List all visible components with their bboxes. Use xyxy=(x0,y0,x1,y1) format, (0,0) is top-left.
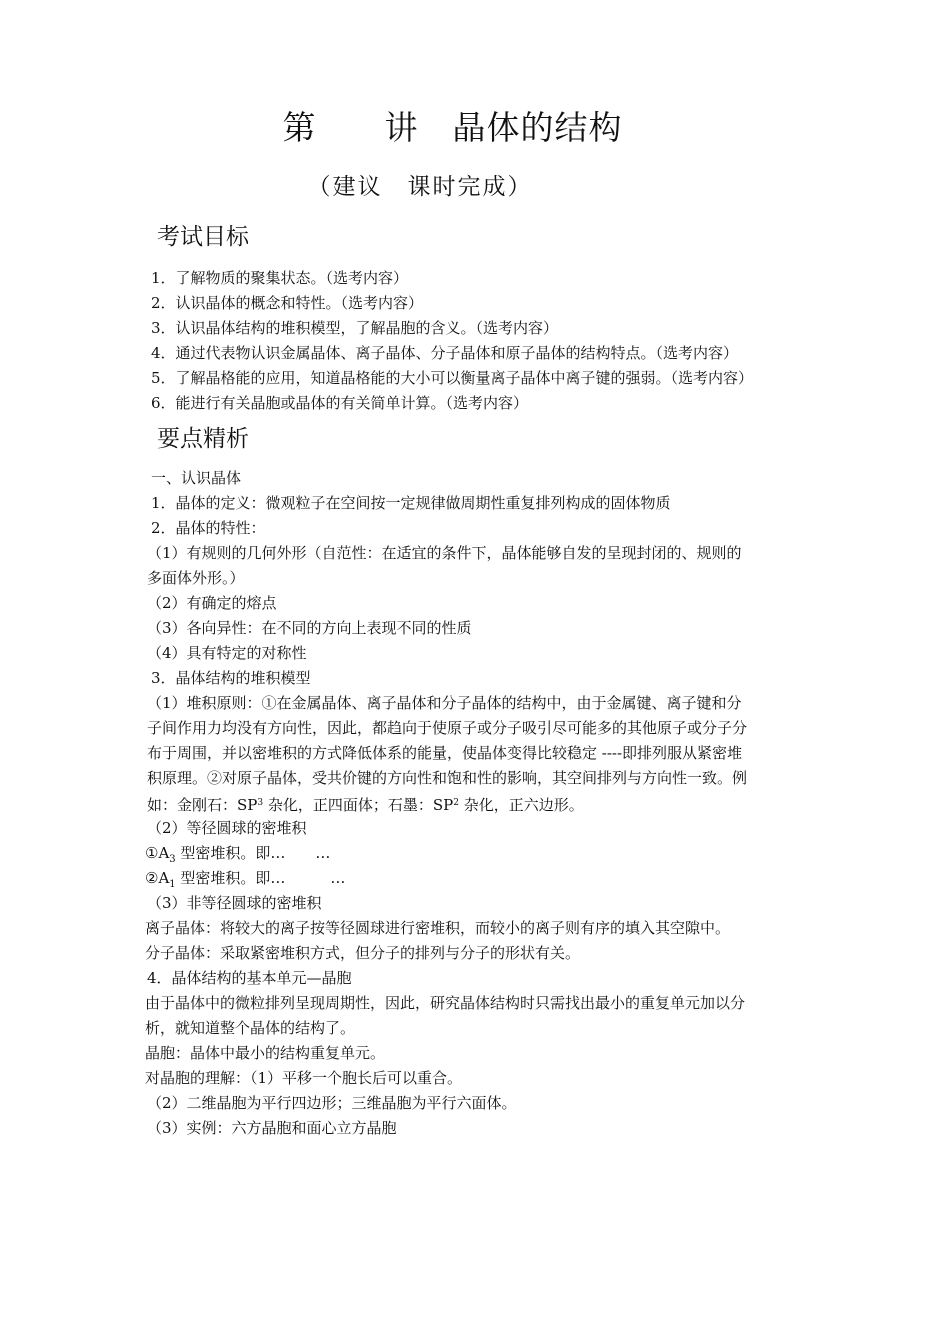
body-line: 由于晶体中的微粒排列呈现周期性，因此，研究晶体结构时只需找出最小的重复单元加以分 xyxy=(145,994,746,1012)
text-run: 杂化，正六边形。 xyxy=(458,796,584,814)
text-run: 如：金刚石：SP xyxy=(147,796,258,814)
body-line: （1）有规则的几何外形（自范性：在适宜的条件下，晶体能够自发的呈现封闭的、规则的 xyxy=(147,544,742,562)
body-line: 析，就知道整个晶体的结构了。 xyxy=(145,1019,356,1037)
body-line: 多面体外形。） xyxy=(147,569,245,587)
body-line xyxy=(147,793,584,815)
goal-item: 2．认识晶体的概念和特性。（选考内容） xyxy=(151,294,424,312)
subscript: 1 xyxy=(169,879,176,890)
body-line: （3）非等径圆球的密堆积 xyxy=(147,894,322,912)
body-line: （3）各向异性：在不同的方向上表现不同的性质 xyxy=(147,619,472,637)
body-line: （1）堆积原则：①在金属晶体、离子晶体和分子晶体的结构中，由于金属键、离子键和分 xyxy=(147,694,742,712)
body-line: （3）实例：六方晶胞和面心立方晶胞 xyxy=(147,1119,397,1137)
body-line: 2．晶体的特性： xyxy=(151,519,266,537)
body-line xyxy=(145,868,345,895)
body-line: （4）具有特定的对称性 xyxy=(147,644,307,662)
body-line: （2）有确定的熔点 xyxy=(147,594,277,612)
body-line: 晶胞：晶体中最小的结构重复单元。 xyxy=(145,1044,386,1062)
goal-item: 5．了解晶格能的应用，知道晶格能的大小可以衡量离子晶体中离子键的强弱。（选考内容） xyxy=(151,369,754,387)
body-line: （2）二维晶胞为平行四边形；三维晶胞为平行六面体。 xyxy=(147,1094,517,1112)
body-line: 离子晶体：将较大的离子按等径圆球进行密堆积，而较小的离子则有序的填入其空隙中。 xyxy=(145,919,731,937)
goal-item: 3．认识晶体结构的堆积模型，了解晶胞的含义。（选考内容） xyxy=(151,319,559,337)
text-run: ①A xyxy=(145,844,170,862)
text-run: 型密堆积。即… … xyxy=(175,869,346,887)
goal-item: 1．了解物质的聚集状态。（选考内容） xyxy=(151,269,409,287)
body-line: 1．晶体的定义：微观粒子在空间按一定规律做周期性重复排列构成的固体物质 xyxy=(151,494,671,512)
body-line: 布于周围，并以密堆积的方式降低体系的能量，使晶体变得比较稳定 ----即排列服从紧密堆 xyxy=(147,744,743,762)
page-subtitle: （建议 课时完成） xyxy=(307,174,533,200)
section-heading-analysis: 要点精析 xyxy=(157,426,249,452)
body-line: 积原理。②对原子晶体，受共价键的方向性和饱和性的影响，其空间排列与方向性一致。例 xyxy=(147,769,748,787)
goal-item: 4．通过代表物认识金属晶体、离子晶体、分子晶体和原子晶体的结构特点。（选考内容） xyxy=(151,344,739,362)
body-line xyxy=(145,843,330,870)
text-run: 型密堆积。即… … xyxy=(175,844,331,862)
body-line: 子间作用力均没有方向性，因此，都趋向于使原子或分子吸引尽可能多的其他原子或分子分 xyxy=(147,719,748,737)
page-title: 第 讲 晶体的结构 xyxy=(282,108,623,147)
text-run: ②A xyxy=(145,869,170,887)
body-line: 分子晶体：采取紧密堆积方式，但分子的排列与分子的形状有关。 xyxy=(145,944,581,962)
body-line: 4．晶体结构的基本单元—晶胞 xyxy=(147,969,352,987)
body-line: 3．晶体结构的堆积模型 xyxy=(151,669,311,687)
body-line: 一、认识晶体 xyxy=(151,469,242,487)
subscript: 3 xyxy=(169,854,176,865)
section-heading-goals: 考试目标 xyxy=(157,224,249,250)
body-line: 对晶胞的理解：（1）平移一个胞长后可以重合。 xyxy=(145,1069,463,1087)
superscript: 2 xyxy=(453,798,459,808)
superscript: 3 xyxy=(257,798,264,808)
text-run: 杂化，正四面体；石墨：SP xyxy=(263,796,454,814)
goal-item: 6．能进行有关晶胞或晶体的有关简单计算。（选考内容） xyxy=(151,394,529,412)
body-line: （2）等径圆球的密堆积 xyxy=(147,819,307,837)
